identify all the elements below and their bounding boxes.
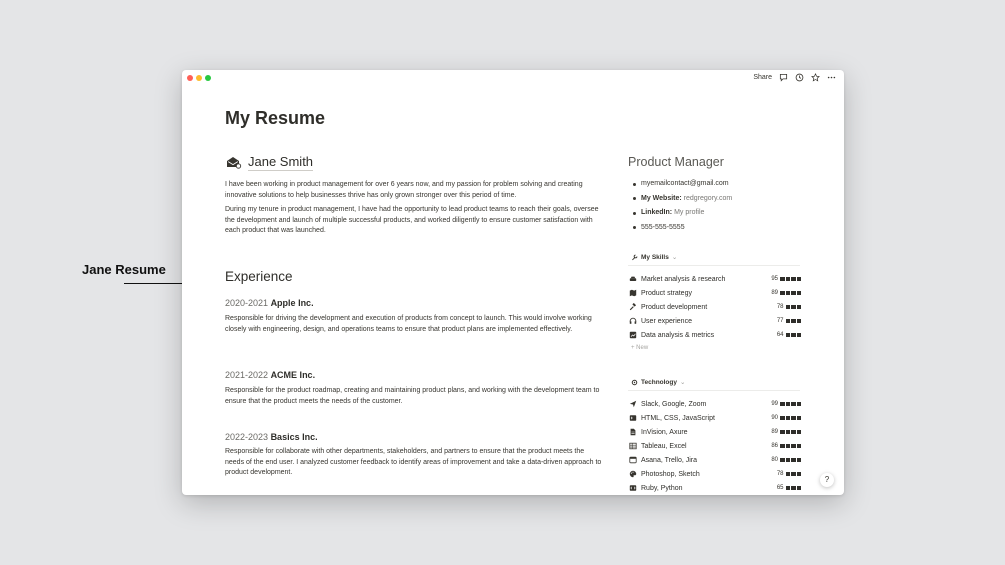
name-heading bbox=[225, 154, 313, 171]
score-bars bbox=[786, 333, 802, 338]
score-block bbox=[786, 472, 791, 477]
item-score: 89 bbox=[771, 290, 778, 296]
score-block bbox=[786, 333, 791, 338]
job-heading bbox=[225, 298, 314, 308]
score-block bbox=[780, 458, 785, 463]
star-icon[interactable] bbox=[811, 73, 820, 82]
score-bars bbox=[780, 402, 801, 407]
item-label: Tableau, Excel bbox=[641, 442, 687, 450]
table-icon bbox=[629, 442, 637, 450]
job-description: Responsible for driving the development and execution of products from concept to launch. This would involve working closely with engineering, design, and operations teams to ensure that product plans are implemented effectively. bbox=[225, 315, 592, 333]
job-description: Responsible for the product roadmap, creating and maintaining product plans, and working with the development team to ensure that the product meets the needs of the customer. bbox=[225, 387, 600, 405]
score-bars bbox=[780, 416, 801, 421]
score-block bbox=[791, 291, 796, 296]
hammer-icon bbox=[629, 303, 637, 311]
zoom-window-button[interactable] bbox=[205, 75, 211, 81]
car-icon bbox=[629, 275, 637, 283]
score-block bbox=[786, 430, 791, 435]
share-button[interactable]: Share bbox=[753, 74, 772, 81]
intro-paragraph-2: During my tenure in product management, I have had the opportunity to lead product teams to reach their goals, oversee the development and launch of multiple successful products, and worked diligently to ensure customer satisfaction with each product that was launched. bbox=[225, 206, 599, 234]
item-label: Asana, Trello, Jira bbox=[641, 456, 698, 464]
score-block bbox=[791, 319, 796, 324]
mail-person-icon bbox=[225, 155, 242, 170]
list-item[interactable] bbox=[629, 300, 801, 314]
linkedin-link[interactable]: My profile bbox=[674, 209, 705, 216]
item-label: HTML, CSS, JavaScript bbox=[641, 414, 715, 422]
help-button[interactable]: ? bbox=[820, 473, 834, 487]
intro-paragraph-1: I have been working in product management for over 6 years now, and my passion for problem solving and creating innovative solutions to help businesses thrive has only grown stronger over this period of time. bbox=[225, 181, 583, 199]
score-block bbox=[797, 458, 802, 463]
titlebar bbox=[182, 70, 844, 86]
score-block bbox=[780, 291, 785, 296]
item-score: 78 bbox=[776, 471, 784, 477]
score-block bbox=[797, 416, 802, 421]
job-description: Responsible for collaborate with other departments, stakeholders, and partners to ensure that the product meets the needs of the end user. I analyzed customer feedback to identify areas of improvement and take a data-driven approach to product development. bbox=[225, 448, 602, 476]
technology-label: Technology bbox=[641, 378, 677, 386]
wrench-icon bbox=[631, 254, 638, 261]
score-block bbox=[791, 444, 796, 449]
contact-email bbox=[632, 177, 732, 192]
score-block bbox=[791, 277, 796, 282]
item-label: Product strategy bbox=[641, 289, 692, 297]
experience-heading: Experience bbox=[225, 269, 293, 284]
score-block bbox=[791, 472, 796, 477]
item-label: Photoshop, Sketch bbox=[641, 470, 700, 478]
comment-icon[interactable] bbox=[779, 73, 788, 82]
score-block bbox=[797, 430, 802, 435]
item-score: 64 bbox=[776, 332, 784, 338]
score-block bbox=[786, 319, 791, 324]
score-block bbox=[786, 402, 791, 407]
contact-linkedin bbox=[632, 206, 732, 221]
list-item[interactable] bbox=[629, 314, 801, 328]
role-heading: Product Manager bbox=[628, 155, 724, 169]
item-score: 86 bbox=[771, 443, 778, 449]
score-block bbox=[780, 444, 785, 449]
score-block bbox=[797, 305, 802, 310]
website-link[interactable]: redgregory.com bbox=[683, 194, 733, 202]
item-label: Data analysis & metrics bbox=[641, 331, 715, 339]
score-block bbox=[791, 333, 796, 338]
linkedin-key: LinkedIn: bbox=[641, 209, 673, 216]
item-score: 80 bbox=[771, 457, 778, 463]
terminal-icon bbox=[629, 414, 637, 422]
gear-icon bbox=[631, 379, 638, 386]
contact-phone bbox=[632, 221, 732, 236]
list-item[interactable] bbox=[629, 467, 801, 481]
job-heading bbox=[225, 370, 315, 380]
score-block bbox=[786, 458, 791, 463]
technology-view-toggle[interactable] bbox=[631, 378, 685, 386]
list-item[interactable] bbox=[629, 328, 801, 342]
palette-icon bbox=[629, 470, 637, 478]
score-block bbox=[797, 333, 802, 338]
map-icon bbox=[629, 289, 637, 297]
list-item[interactable] bbox=[629, 397, 801, 411]
score-block bbox=[780, 416, 785, 421]
divider bbox=[628, 265, 800, 266]
score-bars bbox=[780, 277, 801, 282]
chart-icon bbox=[629, 331, 637, 339]
clock-icon[interactable] bbox=[795, 73, 804, 82]
item-score: 77 bbox=[776, 318, 784, 324]
job-heading bbox=[225, 432, 318, 442]
score-block bbox=[780, 402, 785, 407]
item-label: Market analysis & research bbox=[641, 275, 726, 283]
score-block bbox=[786, 291, 791, 296]
score-block bbox=[797, 444, 802, 449]
phone-text: 555-555-5555 bbox=[641, 223, 685, 231]
job-years: 2020-2021 bbox=[225, 298, 269, 308]
job-years: 2021-2022 bbox=[225, 370, 269, 380]
score-bars bbox=[786, 486, 802, 491]
score-block bbox=[786, 277, 791, 282]
skills-view-toggle[interactable] bbox=[631, 253, 677, 261]
item-label: Ruby, Python bbox=[641, 484, 683, 492]
job-company: ACME Inc. bbox=[270, 370, 316, 380]
list-item[interactable] bbox=[629, 439, 801, 453]
score-block bbox=[780, 430, 785, 435]
headphones-icon bbox=[629, 317, 637, 325]
score-block bbox=[797, 472, 802, 477]
list-item[interactable] bbox=[629, 453, 801, 467]
app-window bbox=[182, 70, 844, 495]
chevron-down-icon: ⌄ bbox=[671, 254, 678, 261]
score-bars bbox=[786, 319, 802, 324]
page-title: My Resume bbox=[225, 108, 326, 128]
job-years: 2022-2023 bbox=[225, 432, 269, 442]
score-block bbox=[780, 277, 785, 282]
score-block bbox=[797, 402, 802, 407]
score-block bbox=[797, 319, 802, 324]
score-block bbox=[791, 486, 796, 491]
item-score: 89 bbox=[771, 429, 778, 435]
close-window-button[interactable] bbox=[187, 75, 193, 81]
contact-list bbox=[632, 177, 732, 235]
score-bars bbox=[780, 444, 801, 449]
item-score: 95 bbox=[771, 276, 778, 282]
document-icon bbox=[629, 428, 637, 436]
new-label: New bbox=[636, 345, 649, 351]
score-block bbox=[797, 486, 802, 491]
list-item[interactable] bbox=[629, 425, 801, 439]
contact-website bbox=[632, 192, 732, 207]
item-label: Slack, Google, Zoom bbox=[641, 400, 707, 408]
item-score: 78 bbox=[776, 304, 784, 310]
person-name: Jane Smith bbox=[248, 154, 314, 169]
score-block bbox=[791, 416, 796, 421]
list-item[interactable] bbox=[629, 286, 801, 300]
score-block bbox=[791, 402, 796, 407]
score-bars bbox=[780, 430, 801, 435]
caption-label: Jane Resume bbox=[82, 262, 166, 277]
item-score: 90 bbox=[771, 415, 778, 421]
website-key: My Website: bbox=[641, 194, 682, 202]
more-icon[interactable] bbox=[827, 73, 836, 82]
score-bars bbox=[780, 291, 801, 296]
score-bars bbox=[786, 305, 802, 310]
score-block bbox=[791, 458, 796, 463]
score-block bbox=[786, 486, 791, 491]
item-label: Product development bbox=[641, 303, 708, 311]
score-block bbox=[791, 430, 796, 435]
score-block bbox=[786, 444, 791, 449]
list-item[interactable] bbox=[629, 272, 801, 286]
score-block bbox=[791, 305, 796, 310]
score-bars bbox=[786, 472, 802, 477]
job-company: Basics Inc. bbox=[270, 432, 318, 442]
list-item[interactable] bbox=[629, 481, 801, 495]
minimize-window-button[interactable] bbox=[196, 75, 202, 81]
send-icon bbox=[629, 400, 637, 408]
score-block bbox=[786, 416, 791, 421]
item-score: 99 bbox=[771, 401, 778, 407]
new-row-button[interactable]: + New bbox=[631, 345, 649, 351]
item-label: InVision, Axure bbox=[641, 428, 688, 436]
skills-label: My Skills bbox=[641, 253, 669, 261]
score-block bbox=[797, 291, 802, 296]
list-item[interactable] bbox=[629, 411, 801, 425]
email-text[interactable]: myemailcontact@gmail.com bbox=[641, 180, 729, 187]
score-bars bbox=[780, 458, 801, 463]
item-label: User experience bbox=[641, 317, 692, 325]
score-block bbox=[797, 277, 802, 282]
job-company: Apple Inc. bbox=[270, 298, 314, 308]
item-score: 65 bbox=[776, 485, 784, 491]
code-icon bbox=[629, 484, 637, 492]
divider bbox=[628, 390, 800, 391]
calendar-icon bbox=[629, 456, 637, 464]
score-block bbox=[786, 305, 791, 310]
chevron-down-icon: ⌄ bbox=[680, 379, 686, 386]
